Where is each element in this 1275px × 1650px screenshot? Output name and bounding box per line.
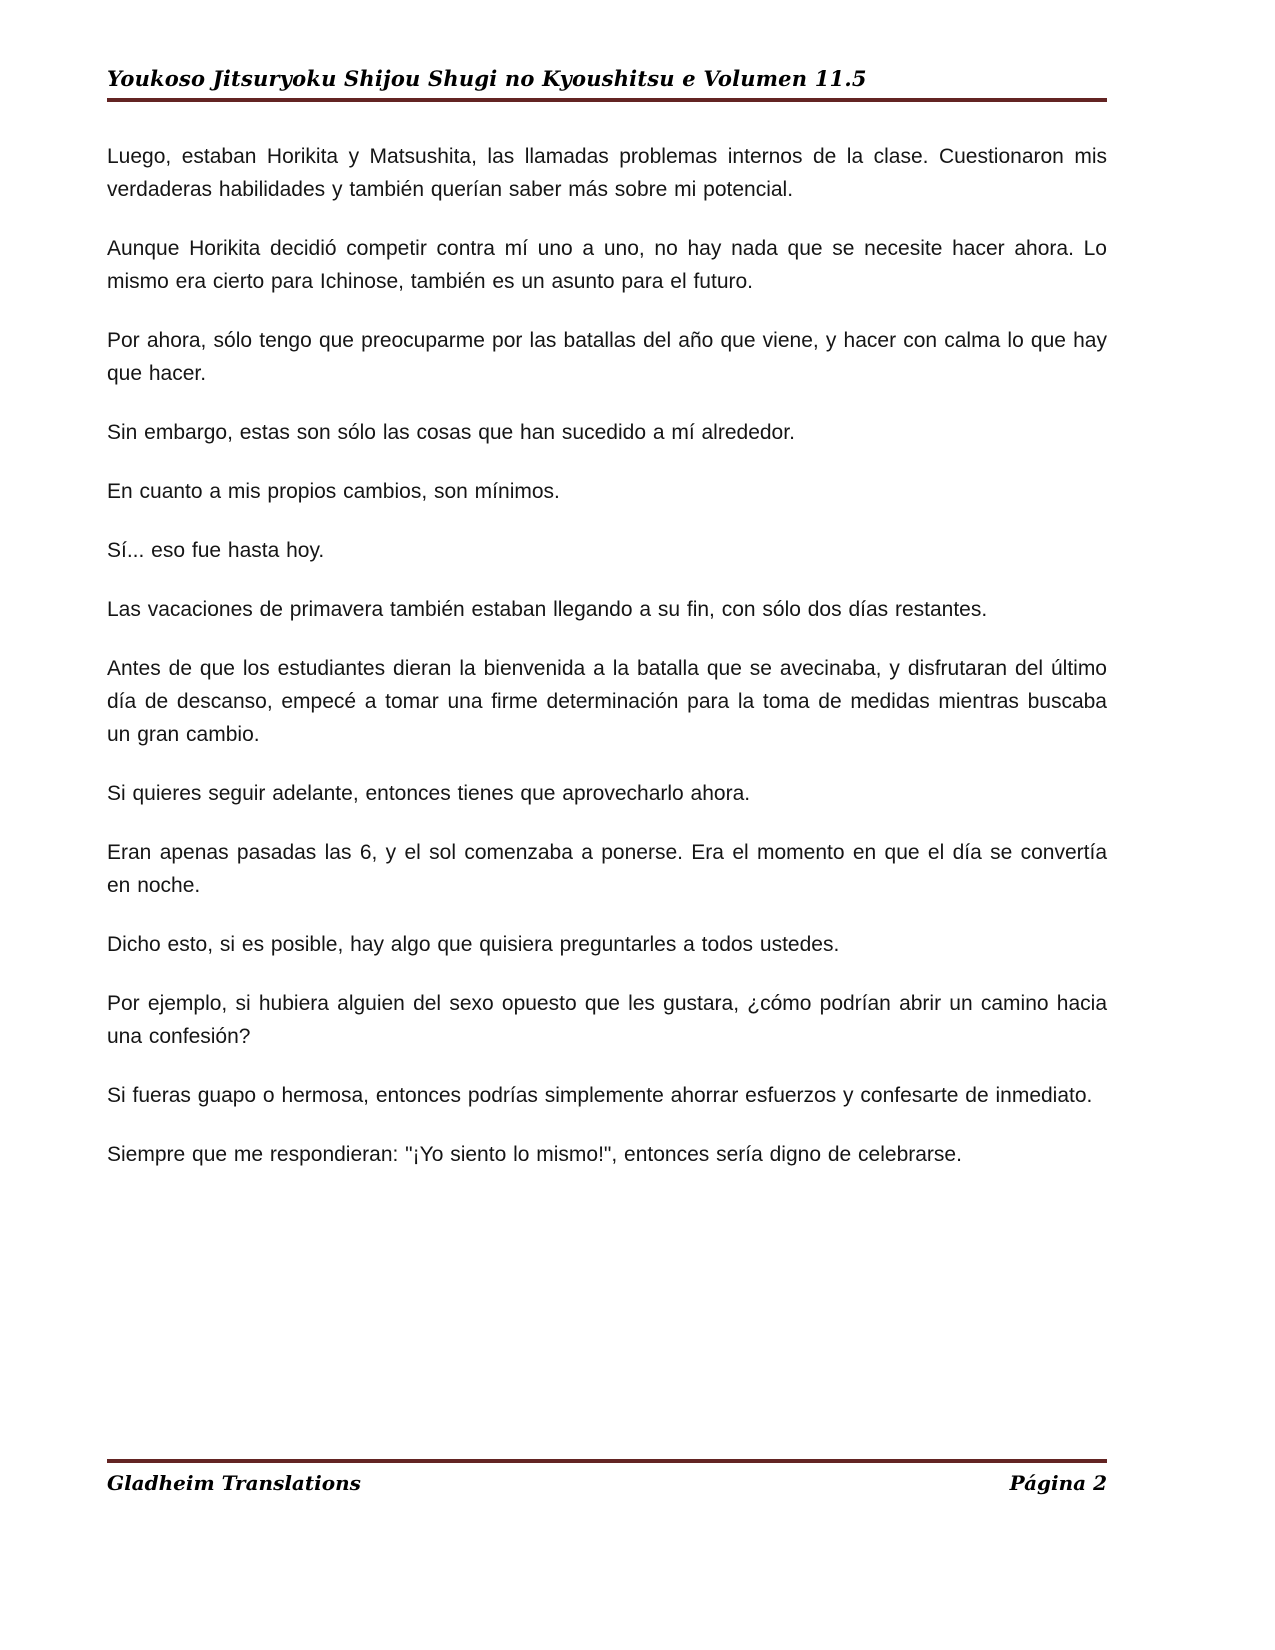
page-footer [107, 1459, 1107, 1495]
header-divider [107, 98, 1107, 102]
page-content-area [107, 0, 1107, 1650]
document-body [107, 140, 1107, 1171]
paragraph: Sin embargo, estas son sólo las cosas que han sucedido a mí alrededor. [107, 421, 795, 444]
paragraph: Por ejemplo, si hubiera alguien del sexo opuesto que les gustara, ¿cómo podrían abrir un camino hacia una confesión? [107, 992, 1107, 1048]
paragraph: Por ahora, sólo tengo que preocuparme por las batallas del año que viene, y hacer con calma lo que hay que hacer. [107, 329, 1107, 385]
paragraph: Si fueras guapo o hermosa, entonces podrías simplemente ahorrar esfuerzos y confesarte de inmediato. [107, 1084, 1093, 1107]
paragraph: Si quieres seguir adelante, entonces tienes que aprovecharlo ahora. [107, 782, 751, 805]
paragraph: Luego, estaban Horikita y Matsushita, las llamadas problemas internos de la clase. Cuestionaron mis verdaderas habilidades y también querían saber más sobre mi potencial. [107, 145, 1107, 201]
paragraph: En cuanto a mis propios cambios, son mínimos. [107, 480, 560, 503]
footer-translator-credit: Gladheim Translations [107, 1471, 361, 1495]
document-title: Youkoso Jitsuryoku Shijou Shugi no Kyoushitsu e Volumen 11.5 [107, 66, 867, 91]
page-header [107, 66, 1107, 102]
footer-page-number: Página 2 [1009, 1471, 1107, 1495]
paragraph: Las vacaciones de primavera también estaban llegando a su fin, con sólo dos días restantes. [107, 598, 988, 621]
paragraph: Aunque Horikita decidió competir contra mí uno a uno, no hay nada que se necesite hacer ahora. Lo mismo era cierto para Ichinose, también es un asunto para el futuro. [107, 237, 1107, 293]
paragraph: Antes de que los estudiantes dieran la bienvenida a la batalla que se avecinaba, y disfrutaran del último día de descanso, empecé a tomar una firme determinación para la toma de medidas mientras buscaba un gran cambio. [107, 657, 1107, 746]
paragraph: Sí... eso fue hasta hoy. [107, 539, 325, 562]
paragraph: Eran apenas pasadas las 6, y el sol comenzaba a ponerse. Era el momento en que el día se convertía en noche. [107, 841, 1107, 897]
paragraph: Dicho esto, si es posible, hay algo que quisiera preguntarles a todos ustedes. [107, 933, 840, 956]
paragraph: Siempre que me respondieran: "¡Yo siento lo mismo!", entonces sería digno de celebrarse. [107, 1143, 962, 1166]
